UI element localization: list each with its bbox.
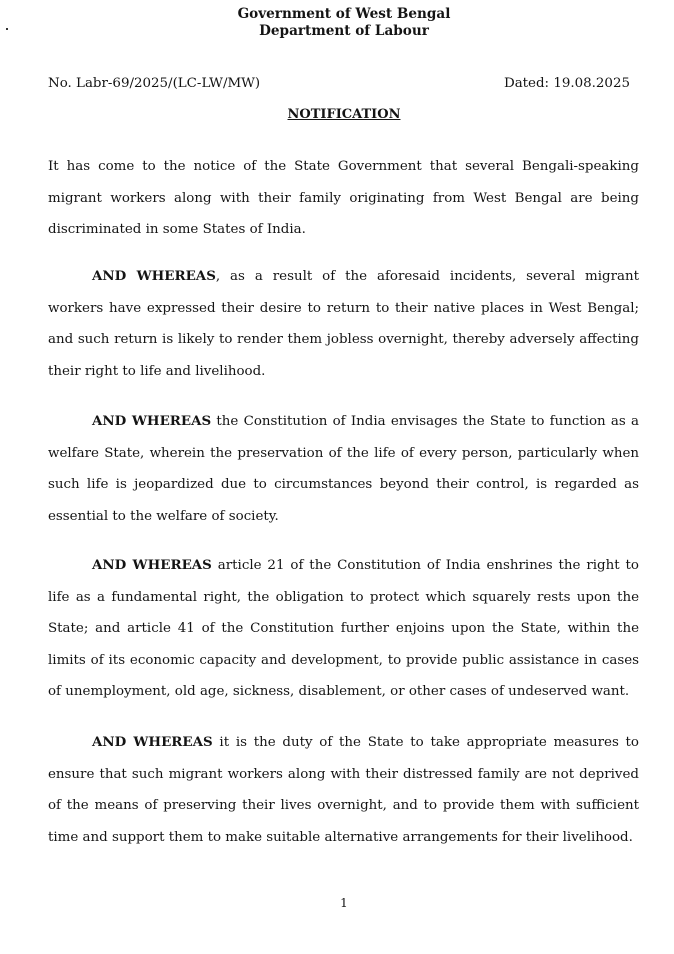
paragraph-2-text: , as a result of the aforesaid incidents, several migrant workers have expressed their desire to return to their native places in West Bengal; and such return is likely to render them jobless overnight, thereby adversely affecting their right to life and livelihood.	[48, 269, 639, 379]
paragraph-1	[48, 151, 639, 246]
reference-date: Dated: 19.08.2025	[503, 76, 630, 91]
reference-number: No. Labr-69/2025/(LC-LW/MW)	[48, 76, 261, 91]
document-title	[0, 107, 674, 122]
paragraph-5	[48, 727, 639, 853]
letterhead	[0, 6, 674, 40]
paragraph-3	[48, 406, 639, 532]
paragraph-3-lead: AND WHEREAS	[92, 413, 212, 429]
government-name: Government of West Bengal	[237, 6, 451, 22]
paragraph-1-text: It has come to the notice of the State Government that several Bengali-speaking migrant workers along with their family originating from West Bengal are being discriminated in some States of India.	[48, 159, 639, 237]
paragraph-5-text: it is the duty of the State to take appropriate measures to ensure that such migrant workers along with their distressed family are not deprived of the means of preserving their lives overnight, and to provide them with sufficient time and support them to make suitable alternative arrangements for their livelihood.	[48, 735, 639, 845]
paragraph-2	[48, 261, 639, 387]
reference-row	[48, 76, 630, 91]
page-number-value: 1	[340, 896, 348, 910]
paragraph-4-lead: AND WHEREAS	[92, 557, 212, 573]
paragraph-4-text: article 21 of the Constitution of India enshrines the right to life as a fundamental right, the obligation to protect which squarely rests upon the State; and article 41 of the Constitution further enjoins upon the State, within the limits of its economic capacity and development, to provide public assistance in cases of unemployment, old age, sickness, disablement, or other cases of undeserved want.	[48, 558, 639, 699]
page-number	[0, 896, 674, 910]
department-name: Department of Labour	[259, 23, 429, 39]
paragraph-4	[48, 550, 639, 708]
paragraph-5-lead: AND WHEREAS	[92, 734, 213, 750]
paragraph-2-lead: AND WHEREAS	[92, 268, 216, 284]
paragraph-3-text: the Constitution of India envisages the State to function as a welfare State, wherein the preservation of the life of every person, particularly when such life is jeopardized due to circumstances beyond their control, is regarded as essential to the welfare of society.	[48, 414, 639, 524]
notification-heading: NOTIFICATION	[287, 107, 401, 122]
